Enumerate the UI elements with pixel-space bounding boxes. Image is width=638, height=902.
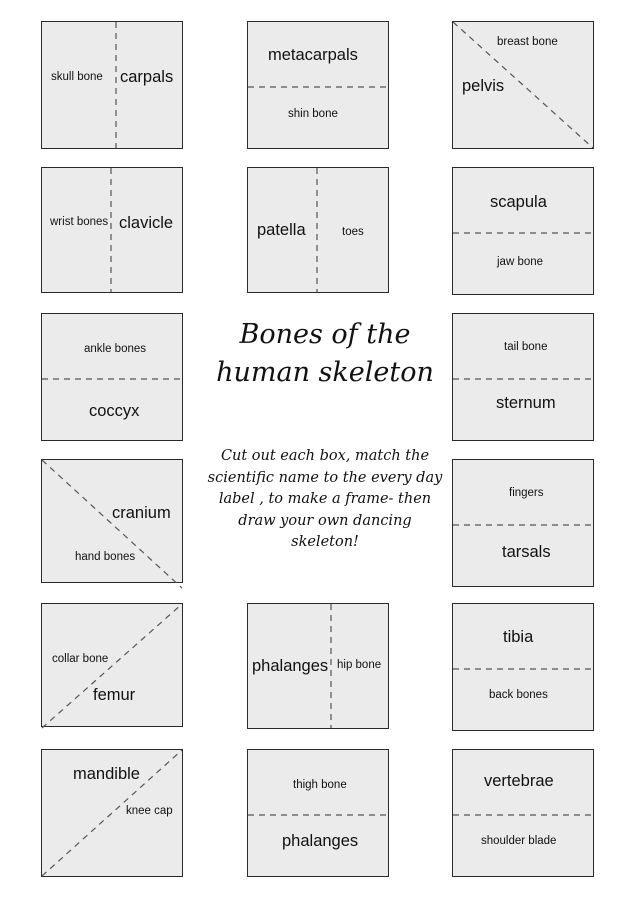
bone-card	[247, 21, 389, 149]
bone-card	[247, 167, 389, 293]
scientific-label: cranium	[112, 504, 171, 522]
everyday-label: back bones	[489, 689, 548, 701]
bone-card	[41, 603, 183, 727]
cut-line	[248, 750, 388, 876]
bone-card	[452, 21, 594, 149]
bone-card	[452, 603, 594, 731]
bone-card	[41, 21, 183, 149]
everyday-label: hand bones	[75, 551, 136, 563]
scientific-label: patella	[257, 221, 306, 239]
everyday-label: toes	[342, 226, 364, 238]
scientific-label: phalanges	[282, 832, 359, 850]
bone-card	[452, 459, 594, 587]
bone-card	[41, 313, 183, 441]
cut-line	[453, 460, 593, 586]
scientific-label: mandible	[73, 765, 140, 783]
everyday-label: tail bone	[504, 341, 548, 353]
everyday-label: skull bone	[51, 71, 103, 83]
bone-card	[452, 313, 594, 441]
instructions-text: Cut out each box, match the scientific name to the every day label , to make a frame- then draw your own dancing skeleton!	[207, 448, 443, 550]
cut-line	[248, 22, 388, 148]
cut-line	[453, 750, 593, 876]
scientific-label: coccyx	[89, 402, 140, 420]
bone-card	[452, 167, 594, 295]
everyday-label: fingers	[509, 487, 544, 499]
everyday-label: collar bone	[52, 653, 109, 665]
everyday-label: wrist bones	[50, 216, 109, 228]
bone-card	[247, 749, 389, 877]
scientific-label: femur	[93, 686, 136, 704]
scientific-label: vertebrae	[484, 772, 554, 790]
page-title: Bones of the human skeleton	[216, 319, 434, 388]
bone-card	[41, 459, 183, 583]
scientific-label: tarsals	[502, 543, 551, 561]
scientific-label: metacarpals	[268, 46, 358, 64]
bone-card	[247, 603, 389, 729]
cut-line	[453, 314, 593, 440]
bone-card	[41, 749, 183, 877]
everyday-label: shin bone	[288, 108, 338, 120]
everyday-label: jaw bone	[497, 256, 544, 268]
scientific-label: phalanges	[252, 657, 329, 675]
scientific-label: pelvis	[462, 77, 505, 95]
everyday-label: ankle bones	[84, 343, 147, 355]
everyday-label: knee cap	[126, 805, 173, 817]
bone-card	[41, 167, 183, 293]
scientific-label: tibia	[503, 628, 534, 646]
scientific-label: carpals	[120, 68, 174, 86]
everyday-label: thigh bone	[293, 779, 347, 791]
everyday-label: shoulder blade	[481, 835, 557, 847]
cut-line	[453, 168, 593, 294]
scientific-label: scapula	[490, 193, 547, 211]
everyday-label: hip bone	[337, 659, 382, 671]
everyday-label: breast bone	[497, 36, 558, 48]
cut-line	[42, 314, 182, 440]
scientific-label: clavicle	[119, 214, 174, 232]
bone-card	[452, 749, 594, 877]
cut-line	[453, 604, 593, 730]
scientific-label: sternum	[496, 394, 556, 412]
